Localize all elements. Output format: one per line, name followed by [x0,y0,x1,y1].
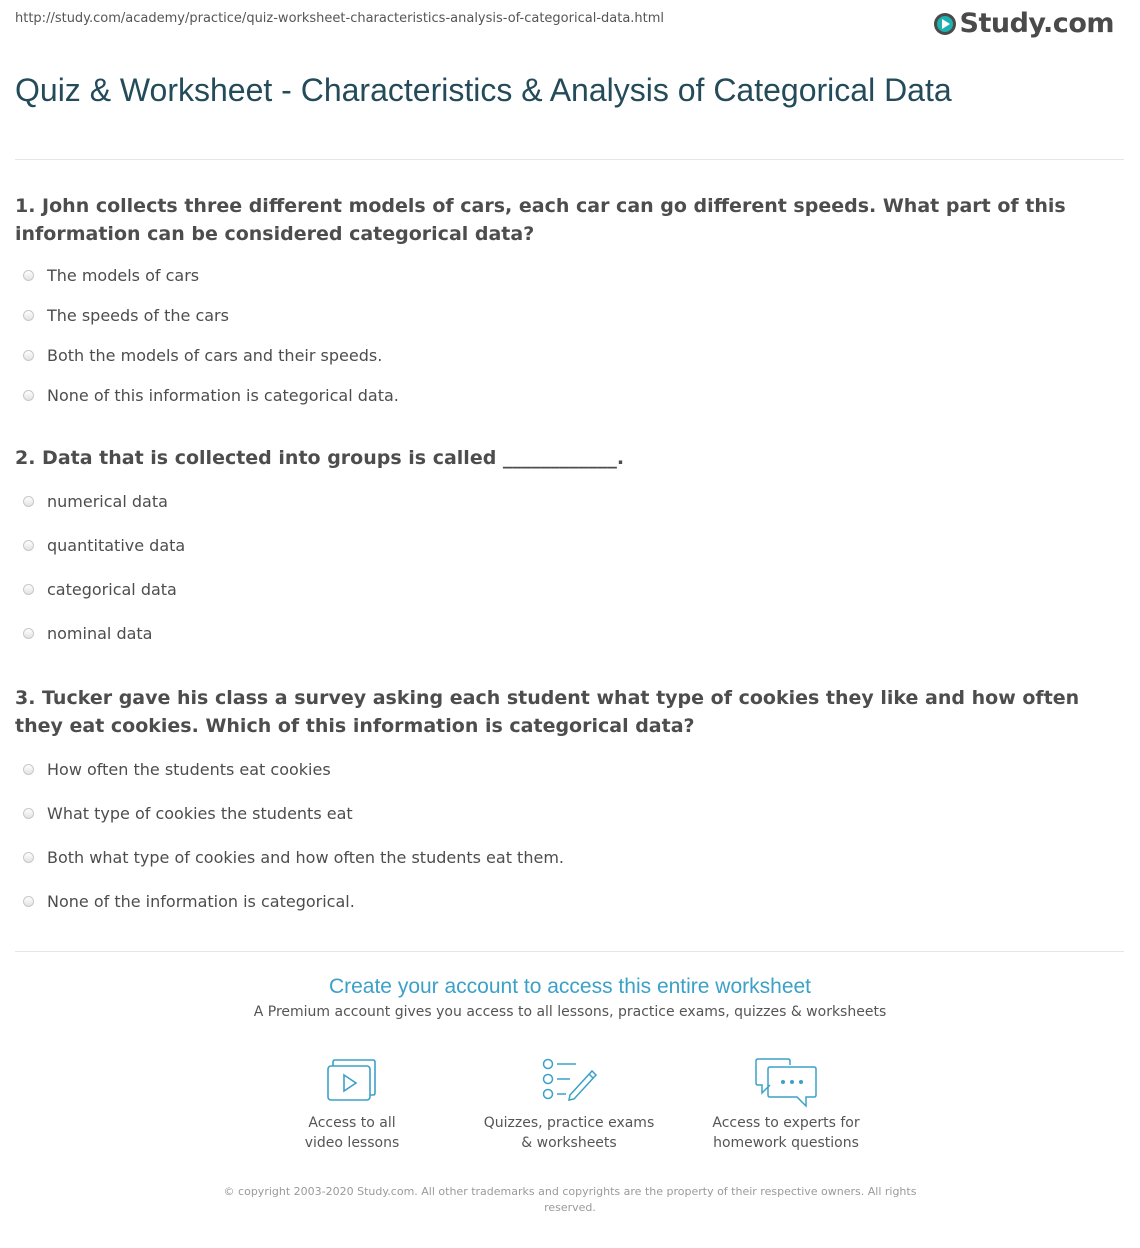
page-title: Quiz & Worksheet - Characteristics & Analysis of Categorical Data [15,72,952,108]
question-2-options [23,491,185,643]
radio-button-icon[interactable] [23,540,34,551]
play-logo-icon [934,13,956,35]
answer-text: The speeds of the cars [47,305,229,325]
answer-text: None of this information is categorical data. [47,385,399,405]
answer-text: What type of cookies the students eat [47,803,353,823]
feature-quizzes [469,1057,669,1153]
answer-text: quantitative data [47,535,186,555]
radio-button-icon[interactable] [23,496,34,507]
answer-text: Both the models of cars and their speeds. [47,345,383,365]
radio-button-icon[interactable] [23,584,34,595]
answer-option[interactable] [23,579,185,599]
answer-text: numerical data [47,491,168,511]
feature-experts [686,1057,886,1153]
answer-option[interactable] [23,265,399,285]
answer-option[interactable] [23,491,185,511]
answer-option[interactable] [23,847,564,867]
radio-button-icon[interactable] [23,764,34,775]
answer-option[interactable] [23,345,399,365]
radio-button-icon[interactable] [23,896,34,907]
chat-bubbles-icon [754,1057,818,1109]
logo-text: Study.com [959,8,1114,39]
radio-button-icon[interactable] [23,270,34,281]
title-divider [15,159,1124,160]
answer-text: None of the information is categorical. [47,891,355,911]
radio-button-icon[interactable] [23,390,34,401]
quiz-checklist-icon [540,1057,598,1103]
feature-label: Quizzes, practice exams & worksheets [483,1115,655,1151]
answer-option[interactable] [23,891,564,911]
cta-subtitle: A Premium account gives you access to all lessons, practice exams, quizzes & worksheets [253,1004,887,1020]
answer-option[interactable] [23,759,564,779]
answer-option[interactable] [23,385,399,405]
answer-option[interactable] [23,803,564,823]
radio-button-icon[interactable] [23,628,34,639]
answer-text: The models of cars [47,265,200,285]
answer-text: nominal data [47,623,153,643]
page-url: http://study.com/academy/practice/quiz-worksheet-characteristics-analysis-of-categorical-data.html [15,11,665,26]
question-3: 3. Tucker gave his class a survey asking each student what type of cookies they like and how often they eat cookies. Which of this information is categorical data? [15,687,1080,737]
question-1-options [23,265,399,405]
question-2: 2. Data that is collected into groups is called ____________. [15,447,625,469]
study-logo[interactable] [934,8,1114,39]
radio-button-icon[interactable] [23,350,34,361]
answer-text: categorical data [47,579,177,599]
radio-button-icon[interactable] [23,310,34,321]
radio-button-icon[interactable] [23,852,34,863]
answer-text: Both what type of cookies and how often the students eat them. [47,847,564,867]
answer-text: How often the students eat cookies [47,759,331,779]
feature-label: Access to experts for homework questions [712,1115,860,1151]
question-1: 1. John collects three different models of cars, each car can go different speeds. What part of this information can be considered categorical data? [15,195,1066,245]
question-3-options [23,759,564,911]
answer-option[interactable] [23,305,399,325]
video-lessons-icon [325,1057,379,1103]
feature-label: Access to all video lessons [304,1115,400,1151]
answer-option[interactable] [23,535,185,555]
create-account-link[interactable]: Create your account to access this entire worksheet [328,975,812,998]
copyright-notice: © copyright 2003-2020 Study.com. All other trademarks and copyrights are the property of their respective owners. All rights reserved. [223,1185,917,1214]
answer-option[interactable] [23,623,185,643]
feature-video-lessons [252,1057,452,1153]
radio-button-icon[interactable] [23,808,34,819]
cta-divider [15,951,1124,952]
